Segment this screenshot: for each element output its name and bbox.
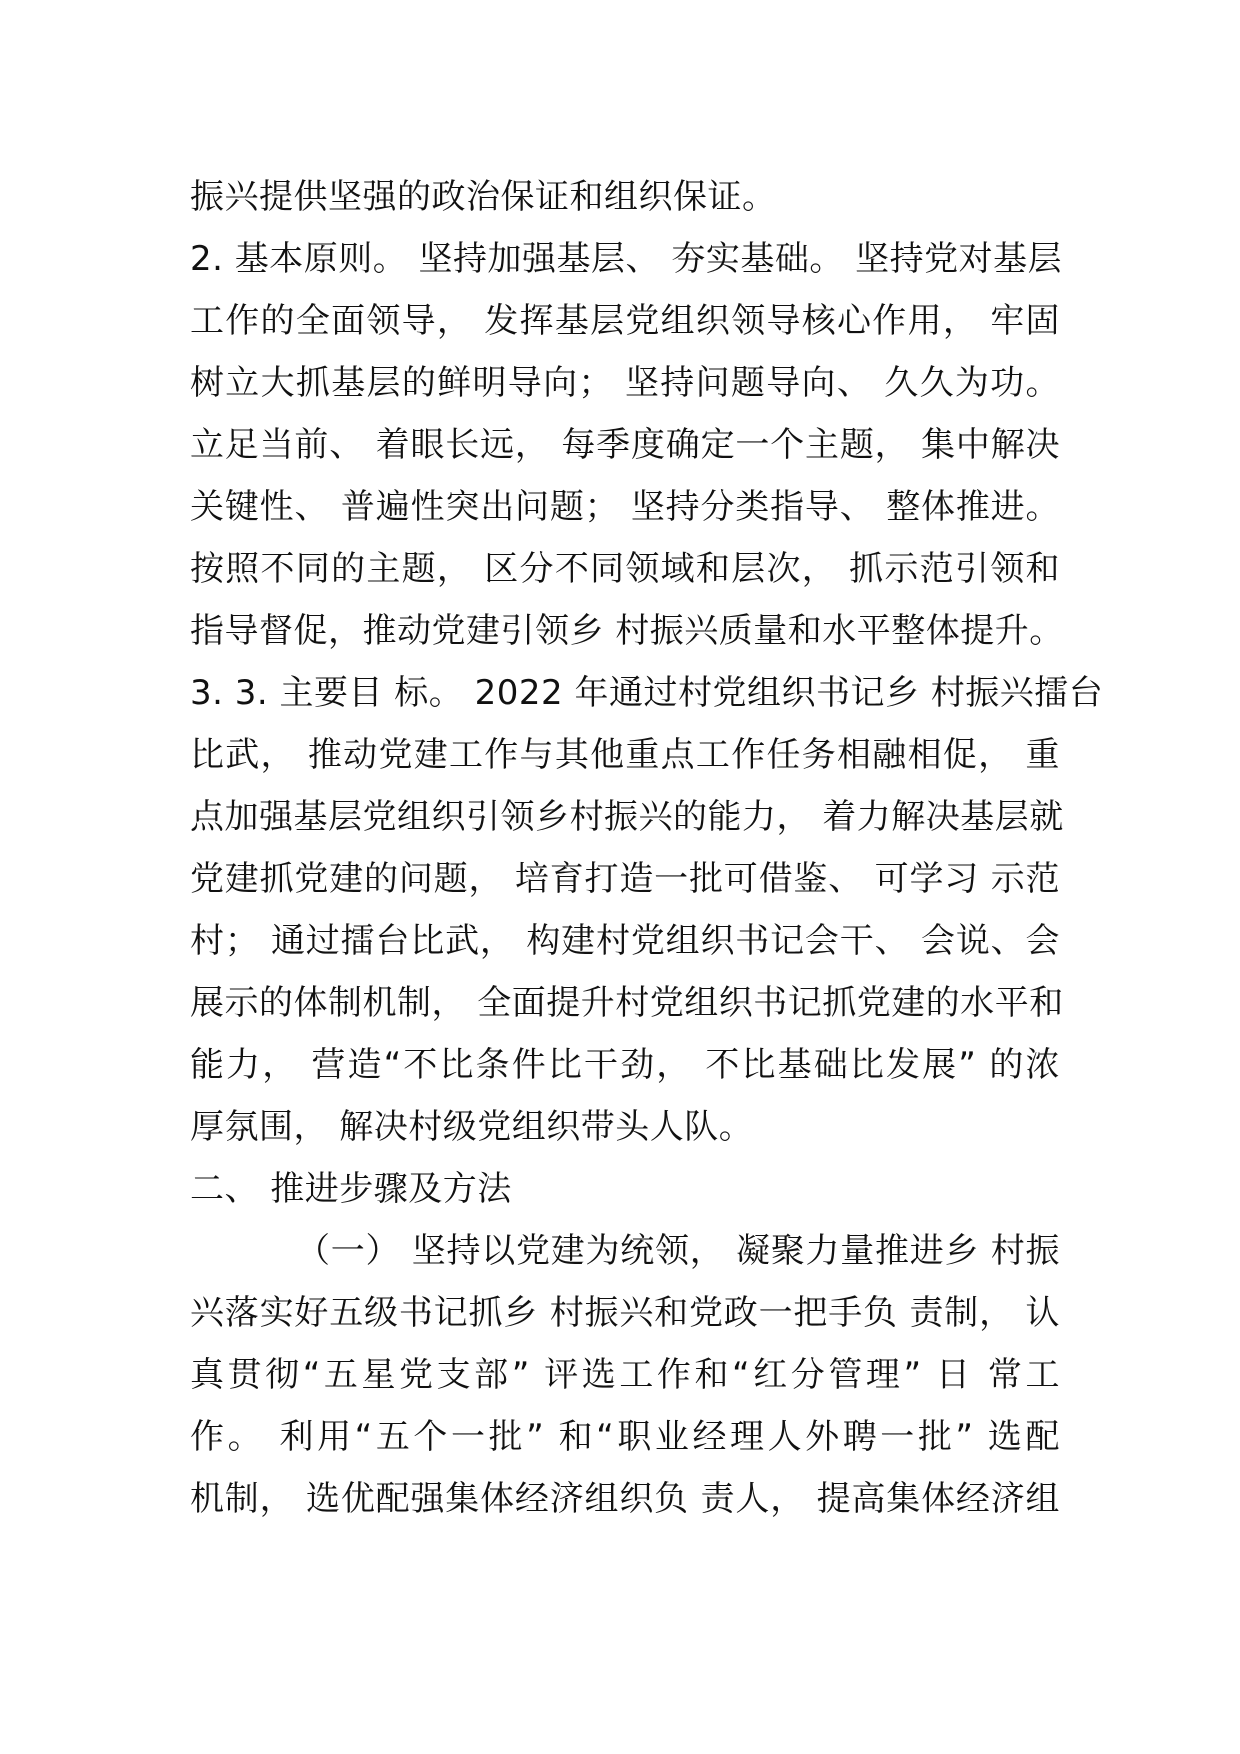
paragraph-line: 作。 利用“五个一批” 和“职业经理人外聘一批” 选配 bbox=[190, 1417, 1060, 1457]
paragraph-line: 树立大抓基层的鲜明导向； 坚持问题导向、 久久为功。 bbox=[190, 363, 1060, 403]
section-heading: 二、 推进步骤及方法 bbox=[190, 1169, 512, 1209]
paragraph-line: 立足当前、 着眼长远， 每季度确定一个主题， 集中解决 bbox=[190, 425, 1060, 465]
paragraph-line: 村； 通过擂台比武， 构建村党组织书记会干、 会说、会 bbox=[190, 921, 1060, 961]
paragraph-line: 兴落实好五级书记抓乡 村振兴和党政一把手负 责制， 认 bbox=[190, 1293, 1060, 1333]
paragraph-line: 能力， 营造“不比条件比干劲， 不比基础比发展” 的浓 bbox=[190, 1045, 1060, 1085]
paragraph-line: 振兴提供坚强的政治保证和组织保证。 bbox=[190, 177, 777, 217]
paragraph-line: 3. 3. 主要目 标。 2022 年通过村党组织书记乡 村振兴擂台 bbox=[190, 673, 1104, 713]
paragraph-line: 比武， 推动党建工作与其他重点工作任务相融相促， 重 bbox=[190, 735, 1060, 775]
paragraph-line: 展示的体制机制， 全面提升村党组织书记抓党建的水平和 bbox=[190, 983, 1064, 1023]
paragraph-line: 关键性、 普遍性突出问题； 坚持分类指导、 整体推进。 bbox=[190, 487, 1060, 527]
paragraph-line: 真贯彻“五星党支部” 评选工作和“红分管理” 日 常工 bbox=[190, 1355, 1060, 1395]
subsection-heading: （一） 坚持以党建为统领， 凝聚力量推进乡 村振 bbox=[296, 1231, 1060, 1271]
paragraph-line: 厚氛围， 解决村级党组织带头人队。 bbox=[190, 1107, 754, 1147]
paragraph-line: 点加强基层党组织引领乡村振兴的能力， 着力解决基层就 bbox=[190, 797, 1064, 837]
paragraph-line: 2. 基本原则。 坚持加强基层、 夯实基础。 坚持党对基层 bbox=[190, 239, 1063, 279]
paragraph-line: 工作的全面领导， 发挥基层党组织领导核心作用， 牢固 bbox=[190, 301, 1060, 341]
paragraph-line: 机制， 选优配强集体经济组织负 责人， 提高集体经济组 bbox=[190, 1479, 1060, 1519]
paragraph-line: 指导督促，推动党建引领乡 村振兴质量和水平整体提升。 bbox=[190, 611, 1064, 651]
paragraph-line: 党建抓党建的问题， 培育打造一批可借鉴、 可学习 示范 bbox=[190, 859, 1060, 899]
paragraph-line: 按照不同的主题， 区分不同领域和层次， 抓示范引领和 bbox=[190, 549, 1060, 589]
